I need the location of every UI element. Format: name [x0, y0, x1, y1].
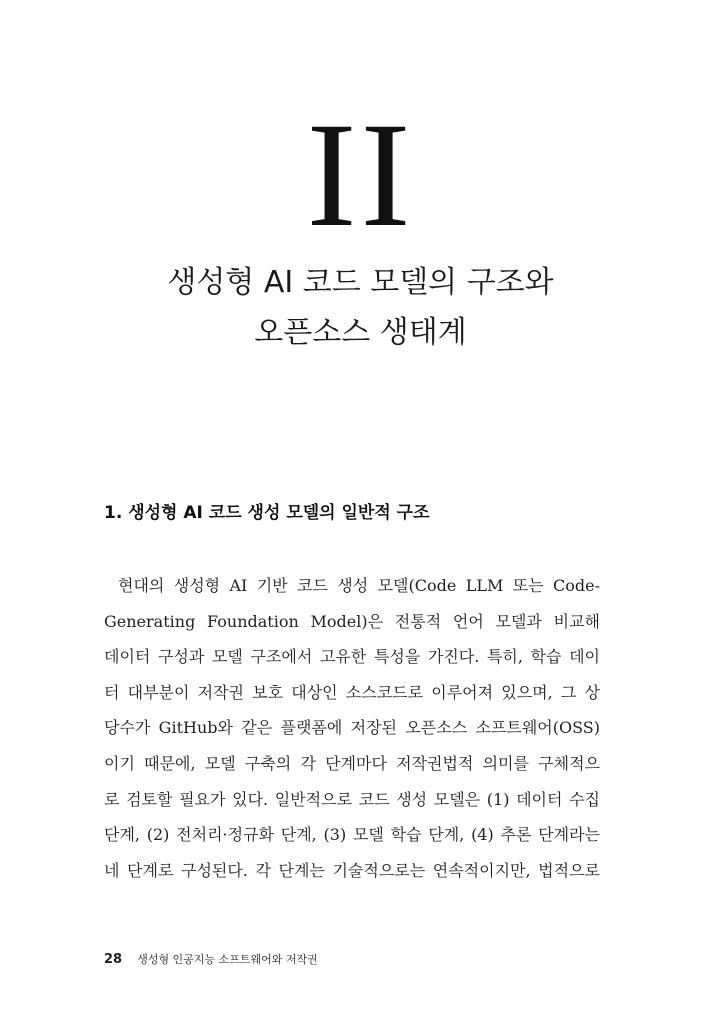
body-line: 터 대부분이 저작권 보호 대상인 소스코드로 이루어져 있으며, 그 상: [104, 682, 600, 702]
body-line: 당수가 GitHub와 같은 플랫폼에 저장된 오픈소스 소프트웨어(OSS): [104, 718, 600, 738]
body-line: Generating Foundation Model)은 전통적 언어 모델과 비교해: [104, 611, 600, 631]
body-line: 네 단계로 구성된다. 각 단계는 기술적으로는 연속적이지만, 법적으로: [104, 860, 600, 880]
page-footer: [104, 948, 318, 967]
body-line: 데이터 구성과 모델 구조에서 고유한 특성을 가진다. 특히, 학습 데이: [104, 647, 600, 667]
body-line: 이기 때문에, 모델 구축의 각 단계마다 저작권법적 의미를 구체적으: [104, 753, 600, 773]
body-paragraph: [104, 568, 600, 888]
chapter-title-line-2: 오픈소스 생태계: [254, 315, 467, 350]
body-line: 현대의 생성형 AI 기반 코드 생성 모델(Code LLM 또는 Code-: [118, 576, 600, 595]
running-title: 생성형 인공지능 소프트웨어와 저작권: [137, 953, 318, 966]
chapter-title-line-1: 생성형 AI 코드 모델의 구조와: [167, 265, 554, 300]
section-heading: 1. 생성형 AI 코드 생성 모델의 일반적 구조: [104, 503, 430, 523]
body-line: 단계, (2) 전처리·정규화 단계, (3) 모델 학습 단계, (4) 추론 단계라는: [104, 825, 600, 845]
chapter-title: [0, 258, 721, 358]
chapter-numeral: II: [306, 92, 415, 258]
body-line: 로 검토할 필요가 있다. 일반적으로 코드 생성 모델은 (1) 데이터 수집: [104, 789, 600, 809]
page-number: 28: [104, 952, 123, 967]
